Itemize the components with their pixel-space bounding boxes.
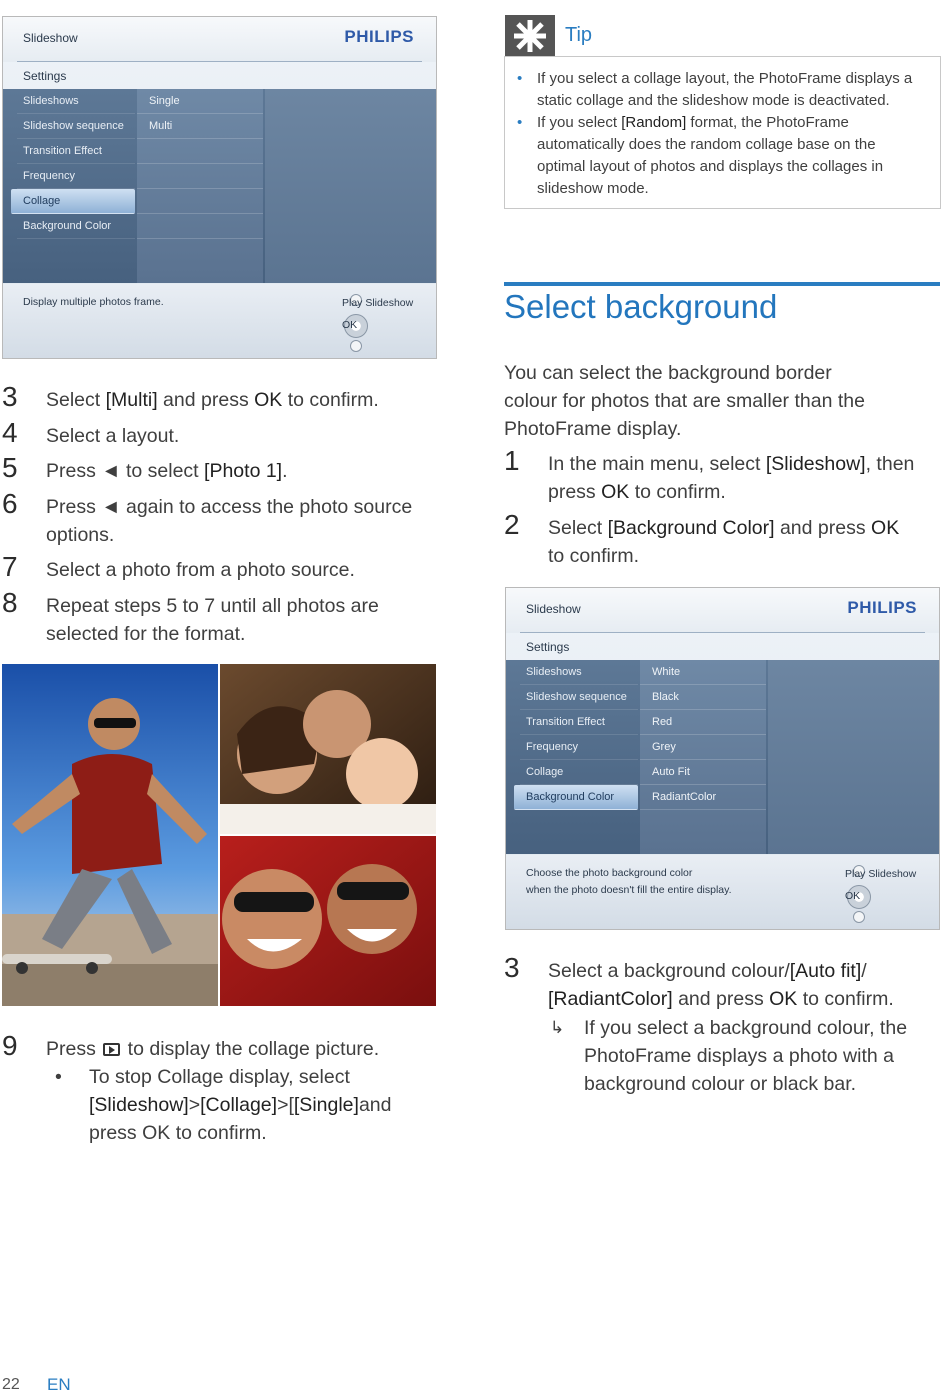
step-number: 1 [504, 445, 520, 476]
screen-title: Slideshow [23, 31, 78, 45]
hint-text [23, 294, 164, 311]
asterisk-icon [505, 15, 555, 57]
section-intro [504, 359, 865, 443]
down-dot-icon [853, 911, 865, 923]
submenu [137, 89, 263, 283]
bullet-dot: • [517, 114, 523, 131]
bullet-text: > [188, 1094, 201, 1116]
step-bold: [Multi] [105, 389, 158, 411]
step-result [550, 1014, 908, 1098]
step-3 [2, 381, 379, 414]
settings-label: Settings [526, 640, 570, 654]
menu-item-slideshows[interactable]: Slideshows [17, 89, 135, 114]
screen-title: Slideshow [526, 602, 581, 616]
step-text: press [548, 481, 602, 503]
step-text: to confirm. [797, 988, 894, 1010]
step-9 [2, 1030, 380, 1063]
tip-text: automatically does the random collage base on the [537, 136, 876, 153]
tip-item [517, 68, 929, 112]
result-text: background colour or black bar. [584, 1073, 857, 1095]
bullet-bold: [Single] [293, 1094, 359, 1116]
tip-icon [505, 15, 555, 57]
step-bold: [RadiantColor] [548, 988, 673, 1010]
page-number: 22 [2, 1376, 20, 1393]
step-text: and press [774, 517, 872, 539]
tip-text: optimal layout of photos and displays the collages in [537, 158, 884, 175]
submenu-item-grey[interactable]: Grey [640, 735, 766, 760]
hint-line: Choose the photo background color [526, 867, 693, 879]
step-text: to display the collage picture. [122, 1038, 380, 1060]
ok-label: OK [342, 319, 358, 331]
collage-illustration [2, 664, 436, 1006]
screen-footer [506, 855, 939, 929]
tip-text: format, the PhotoFrame [686, 114, 849, 131]
step-8 [2, 587, 379, 648]
step-number: 7 [2, 551, 18, 582]
preview-pane [768, 660, 939, 854]
menu-screenshot-background [505, 587, 940, 930]
step-bold: [Photo 1] [204, 460, 283, 482]
control-labels [845, 863, 933, 907]
menu-item-collage[interactable]: Collage [11, 189, 135, 214]
hint-line: when the photo doesn't fill the entire display. [526, 884, 732, 896]
step-text: Select [46, 389, 106, 411]
intro-text: PhotoFrame display. [504, 418, 682, 440]
menu-item-background-color[interactable]: Background Color [17, 214, 135, 239]
step-6 [2, 488, 413, 549]
submenu-empty [137, 139, 263, 164]
menu-item-frequency[interactable]: Frequency [520, 735, 638, 760]
philips-logo: PHILIPS [847, 598, 917, 617]
submenu-item-single[interactable]: Single [137, 89, 263, 114]
bullet-bold: [Slideshow] [89, 1094, 189, 1116]
result-text: PhotoFrame displays a photo with a [584, 1045, 895, 1067]
bullet-bold: [Collage] [200, 1094, 278, 1116]
play-slideshow-label: Play Slideshow [342, 297, 414, 309]
step-text: , then [865, 453, 915, 475]
submenu-item-radiantcolor[interactable]: RadiantColor [640, 785, 766, 810]
slideshow-play-icon [103, 1043, 120, 1056]
menu-item-frequency[interactable]: Frequency [17, 164, 135, 189]
step-text: / [861, 960, 867, 982]
section-heading: Select background [504, 288, 778, 325]
step-text: options. [46, 524, 115, 546]
tip-text: If you select a collage layout, the PhotoFrame displays a [537, 70, 913, 87]
step-text: Select a background colour/ [548, 960, 790, 982]
collage-photo [2, 664, 436, 1006]
tip-bold: [Random] [621, 114, 687, 131]
menu-item-transition-effect[interactable]: Transition Effect [17, 139, 135, 164]
submenu [640, 660, 766, 854]
step-5 [2, 452, 288, 485]
step-9-bullet [55, 1063, 392, 1147]
divider [17, 61, 422, 62]
submenu-item-black[interactable]: Black [640, 685, 766, 710]
result-text: If you select a background colour, the [584, 1017, 908, 1039]
tip-text: slideshow mode. [537, 180, 649, 197]
step-7 [2, 551, 355, 584]
step-text: to confirm. [548, 545, 640, 567]
step-text: In the main menu, select [548, 453, 766, 475]
bullet-text: >[ [277, 1094, 294, 1116]
menu-item-collage[interactable]: Collage [520, 760, 638, 785]
bullet-dot: • [55, 1066, 62, 1088]
step-bold: OK [254, 389, 283, 411]
step-text: Press ◄ again to access the photo source [46, 496, 413, 518]
submenu-item-red[interactable]: Red [640, 710, 766, 735]
tip-text: static collage and the slideshow mode is deactivated. [537, 92, 890, 109]
play-slideshow-label: Play Slideshow [845, 868, 917, 880]
philips-logo: PHILIPS [344, 27, 414, 46]
screen-footer [3, 284, 436, 358]
tip-text [537, 112, 929, 134]
menu-item-slideshow-sequence[interactable]: Slideshow sequence [520, 685, 638, 710]
step-text: Press [46, 1038, 102, 1060]
bullet-dot: • [517, 70, 523, 87]
section-rule [504, 282, 940, 286]
step-text: Repeat steps 5 to 7 until all photos are [46, 595, 379, 617]
step-text: to confirm. [629, 481, 726, 503]
menu-screenshot-collage [2, 16, 437, 359]
intro-text: colour for photos that are smaller than the [504, 390, 865, 412]
step-bold: OK [871, 517, 900, 539]
submenu-empty [137, 214, 263, 239]
language-label: EN [47, 1375, 71, 1394]
step-number: 3 [504, 952, 520, 983]
step-bold: OK [601, 481, 630, 503]
step-text: Select a photo from a photo source. [46, 559, 355, 581]
step-text: and press [672, 988, 770, 1010]
divider [520, 632, 925, 633]
settings-label: Settings [23, 69, 67, 83]
tip-box [504, 56, 941, 209]
submenu-item-multi[interactable]: Multi [137, 114, 263, 139]
menu-item-slideshows[interactable]: Slideshows [520, 660, 638, 685]
ok-label: OK [845, 890, 861, 902]
submenu-empty [137, 189, 263, 214]
result-arrow-icon: ↳ [550, 1018, 565, 1037]
step-text: to confirm. [282, 389, 379, 411]
step-bold: [Slideshow] [765, 453, 866, 475]
step-number: 8 [2, 587, 18, 618]
step-number: 3 [2, 381, 18, 412]
submenu-item-auto-fit[interactable]: Auto Fit [640, 760, 766, 785]
submenu-item-white[interactable]: White [640, 660, 766, 685]
control-labels [342, 292, 430, 336]
section-step-3 [504, 952, 894, 1013]
section-step-2 [504, 509, 900, 570]
tip-title: Tip [565, 24, 593, 46]
step-text: and press [157, 389, 255, 411]
menu-item-transition-effect[interactable]: Transition Effect [520, 710, 638, 735]
bullet-text [89, 1091, 391, 1119]
menu-item-slideshow-sequence[interactable]: Slideshow sequence [17, 114, 135, 139]
intro-text: You can select the background border [504, 362, 832, 384]
hint-line: Display multiple photos frame. [23, 296, 164, 308]
submenu-empty [137, 164, 263, 189]
bullet-text: To stop Collage display, select [89, 1066, 350, 1088]
menu-item-background-color[interactable]: Background Color [514, 785, 638, 810]
down-dot-icon [350, 340, 362, 352]
step-number: 4 [2, 417, 18, 448]
tip-item [517, 112, 929, 200]
bullet-text: press OK to confirm. [89, 1122, 267, 1144]
preview-pane [265, 89, 436, 283]
settings-menu [520, 660, 638, 810]
tip-text: If you select [537, 114, 622, 131]
step-4 [2, 417, 180, 450]
step-bold: [Auto fit] [789, 960, 862, 982]
step-text: Select a layout. [46, 425, 180, 447]
step-number: 9 [2, 1030, 18, 1061]
step-number: 6 [2, 488, 18, 519]
step-bold: OK [769, 988, 798, 1010]
step-text: selected for the format. [46, 623, 246, 645]
step-text: Press ◄ to select [46, 460, 205, 482]
step-text: . [282, 460, 288, 482]
step-bold: [Background Color] [607, 517, 775, 539]
section-step-1 [504, 445, 915, 506]
step-number: 2 [504, 509, 520, 540]
settings-menu [17, 89, 135, 239]
step-text: Select [548, 517, 608, 539]
bullet-text: and [358, 1094, 392, 1116]
step-number: 5 [2, 452, 18, 483]
hint-text [526, 865, 732, 899]
